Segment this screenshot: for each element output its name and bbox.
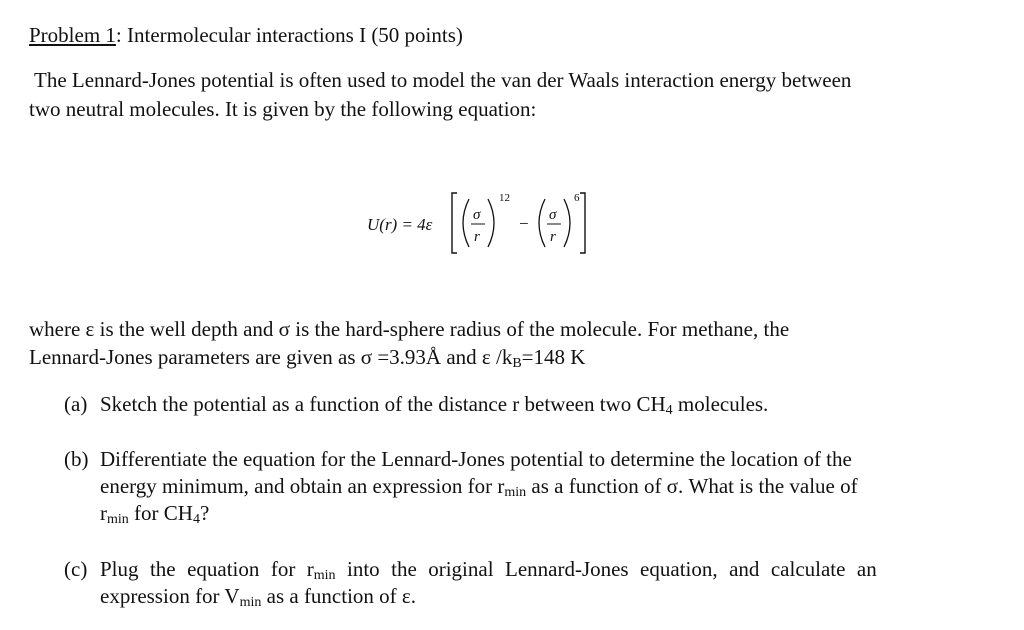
part-a-label: (a): [64, 392, 88, 416]
part-b-line-3: [100, 500, 209, 527]
part-c: [64, 556, 877, 583]
where-line-2-text: Lennard-Jones parameters are given as σ =3.93Å and ε /k: [29, 345, 513, 369]
rmin-subscript-2: min: [107, 512, 129, 527]
part-b-line-1: Differentiate the equation for the Lennard-Jones potential to determine the location of the: [100, 447, 852, 471]
left-paren-2: [539, 199, 545, 247]
where-line-2-value: =148 K: [521, 345, 586, 369]
problem-title: [29, 22, 463, 48]
right-square-bracket: [580, 193, 585, 253]
left-square-bracket: [452, 193, 457, 253]
part-c-label: (c): [64, 557, 88, 581]
part-c-line-2: [100, 583, 416, 610]
exponent-12: 12: [499, 192, 510, 204]
part-a-text-end: molecules.: [672, 392, 769, 416]
part-b-line-3-text: for CH: [128, 501, 193, 525]
minus-sign: −: [519, 214, 529, 233]
sigma-num-2: σ: [549, 207, 557, 223]
rmin-subscript: min: [504, 485, 527, 500]
equation-lhs: U(r) = 4ε: [367, 215, 433, 234]
part-c-line-1-text: Plug the equation for r: [100, 557, 314, 581]
part-c-line-1-end: into the original Lennard-Jones equation, and calculate an: [335, 557, 877, 581]
part-b-line-2-end: as a function of σ. What is the value of: [526, 474, 858, 498]
r-den-2: r: [550, 229, 556, 245]
lennard-jones-equation: [367, 183, 637, 263]
where-line-1: where ε is the well depth and σ is the hard-sphere radius of the molecule. For methane, the: [29, 317, 790, 341]
r-den-1: r: [474, 229, 480, 245]
question-mark: ?: [199, 501, 210, 525]
problem-title-text: : Intermolecular interactions I (50 points): [115, 23, 463, 47]
part-a: [64, 391, 768, 418]
ch4-subscript: 4: [192, 512, 200, 527]
left-paren-1: [463, 199, 469, 247]
where-line-2: [29, 344, 585, 370]
part-a-text: Sketch the potential as a function of the distance r between two CH: [100, 392, 666, 416]
intro-line-2: two neutral molecules. It is given by the following equation:: [29, 97, 537, 121]
part-b-line-2: [100, 473, 858, 500]
vmin-subscript: min: [239, 595, 262, 610]
boltzmann-subscript: B: [512, 356, 522, 371]
intro-line-1: The Lennard-Jones potential is often used to model the van der Waals interaction energy between: [34, 68, 852, 92]
part-c-line-2-end: as a function of ε.: [261, 584, 416, 608]
right-paren-2: [564, 199, 570, 247]
right-paren-1: [488, 199, 494, 247]
exponent-6: 6: [574, 192, 580, 204]
sigma-num-1: σ: [473, 207, 481, 223]
part-b: [64, 446, 852, 473]
rmin-symbol: r: [100, 501, 107, 525]
part-a-subscript: 4: [665, 403, 673, 418]
part-b-line-2-text: energy minimum, and obtain an expression for r: [100, 474, 505, 498]
part-b-label: (b): [64, 447, 89, 471]
rmin-subscript-3: min: [313, 568, 336, 583]
problem-number: Problem 1: [29, 23, 116, 47]
part-c-line-2-text: expression for V: [100, 584, 240, 608]
